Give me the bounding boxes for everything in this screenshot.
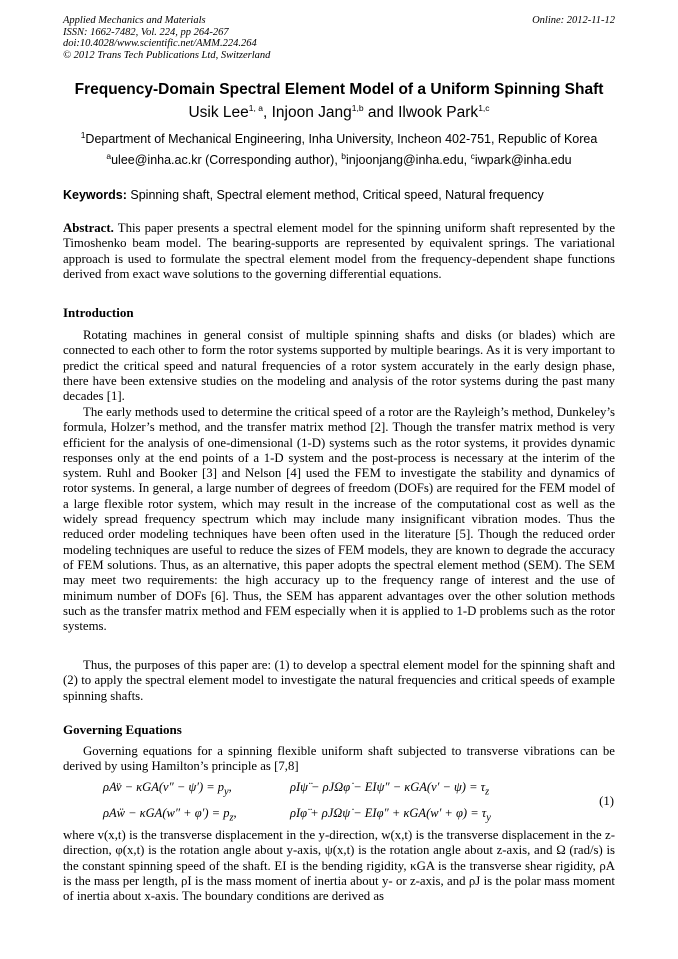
email-mark: b	[341, 150, 346, 161]
author-separator: and	[363, 104, 399, 121]
governing-after-equation: where v(x,t) is the transverse displacement in the y-direction, w(x,t) is the transverse displacement in the z-direction, φ(x,t) is the rotation angle about y-axis, ψ(x,t) is the rotation angle about z-axis, and Ω (rad/s) is the constant spinning speed of the shaft. EI is the bending rigidity, κGA is the transverse shear rigidity, ρA is the mass per length, ρI is the mass moment of inertia about y- or z-axis, and ρJ is the polar mass moment of inertia about x-axis. The boundary conditions are derived as	[63, 828, 615, 904]
equation-term: ρIψ̈ − ρJΩφ̇ − EIψ″ − κGA(v′ − ψ) = τ	[290, 780, 486, 794]
abstract	[63, 221, 615, 282]
governing-intro: Governing equations for a spinning flexible uniform shaft subjected to transverse vibrations can be derived by using Hamilton’s principle as [7,8]	[63, 744, 615, 774]
keywords-label: Keywords:	[63, 188, 127, 202]
keywords-text: Spinning shaft, Spectral element method, Critical speed, Natural frequency	[130, 188, 544, 202]
email-entry: ulee@inha.ac.kr (Corresponding author),	[111, 153, 342, 167]
author-name: Ilwook Park	[398, 104, 479, 121]
email-mark: c	[470, 150, 475, 161]
equation-line-1a: ρAv̈ − $\kappa GA(v'' - \psi') = p_y$,	[103, 780, 232, 798]
equation-number: (1)	[599, 794, 614, 808]
equation-subscript: z	[485, 786, 490, 798]
equation-term: ρIφ̈ + ρJΩψ̇ − EIφ″ + κGA(w′ + φ) = τ	[290, 806, 487, 820]
author-affil-mark: 1,b	[351, 102, 364, 113]
email-entry: iwpark@inha.edu	[474, 153, 572, 167]
paper-title: Frequency-Domain Spectral Element Model of a Uniform Spinning Shaft	[74, 81, 604, 98]
author-name: Usik Lee	[188, 104, 249, 121]
intro-paragraph-2: The early methods used to determine the critical speed of a rotor are the Rayleigh’s method, Dunkeley’s formula, Holzer’s method, and the transfer matrix method [2]. Though the transfer matrix method is very efficient for the analysis of one-dimensional (1-D) systems such as the rotor systems, it provides dynamic responses only at the end points of a 1-D system and the post-process is necessary at the interim of the system. Ruhl and Booker [3] and Nelson [4] used the FEM to investigate the stability and dynamics of rotor systems. In general, a large number of degrees of freedom (DOFs) are required for the FEM model of a large flexible rotor system, which may result in the increase of the computational cost as well as the widely spread frequency spectrum which may include many insignificant vibration modes. Thus the reduced order modeling techniques have been often used in the literature [5]. Though the reduced order modeling techniques are useful to reduce the sizes of FEM models, they are known to degrade the accuracy of FEM solutions. Thus, as an alternative, this paper adopts the spectral element method (SEM). The SEM may meet two requirements: the high accuracy up to the frequency range of interest and the use of minimum number of DOFs [6]. Thus, the SEM has apparent advantages over the other solution methods such as the transfer matrix method and FEM especially when it is applied to 1-D problems such as the rotor systems.	[63, 405, 615, 634]
affiliation-mark: 1	[80, 129, 86, 140]
journal-header	[63, 15, 615, 61]
email-list	[40, 150, 638, 167]
abstract-text: This paper presents a spectral element model for the spinning uniform shaft represented by the Timoshenko beam model. The bearing-supports are represented by equivalent springs. The variational approach is used to formulate the spectral element model from the frequency-dependent shape functions derived from exact wave solutions to the governing differential equations.	[63, 221, 616, 281]
online-date: Online: 2012-11-12	[532, 15, 615, 26]
equation-line-2a: ρAẅ − $\kappa GA(w'' + \varphi') = p_z$,	[103, 806, 237, 824]
equation-subscript: y	[486, 812, 491, 824]
author-separator: ,	[262, 104, 272, 121]
journal-name: Applied Mechanics and Materials	[63, 15, 206, 26]
abstract-label: Abstract.	[63, 221, 114, 235]
affiliation	[40, 129, 638, 146]
intro-paragraph-1: Rotating machines in general consist of multiple spinning shafts and disks (or blades) which are connected to each other to form the rotor systems supported by multiple bearings. As it is very important to predict the critical speed and natural frequencies of a rotor system accurately in the early design phase, there have been extensive studies on the modeling and analysis of the rotor systems during the past many decades [1].	[63, 328, 615, 404]
introduction-heading: Introduction	[63, 305, 134, 320]
author-name: Injoon Jang	[271, 104, 352, 121]
affiliation-text: Department of Mechanical Engineering, Inha University, Incheon 402-751, Republic of Korea	[85, 132, 598, 146]
equation-line-1b	[290, 780, 489, 798]
equation-line-2b	[290, 806, 491, 824]
keywords	[63, 188, 615, 202]
author-list	[40, 104, 638, 122]
issn-line: ISSN: 1662-7482, Vol. 224, pp 264-267	[63, 26, 229, 38]
equation-term: ρAẅ − κGA(w″ + φ′) = p	[103, 806, 230, 820]
author-affil-mark: 1, a	[248, 102, 263, 113]
equation-subscript: y	[224, 786, 229, 798]
email-mark: a	[106, 150, 112, 161]
equation-term: ρAv̈ − κGA(v″ − ψ′) = p	[103, 780, 225, 794]
intro-paragraph-3: Thus, the purposes of this paper are: (1) to develop a spectral element model for the spinning shaft and (2) to apply the spectral element model to investigate the natural frequencies and critical speeds of example spinning shafts.	[63, 658, 615, 703]
equation-subscript: z	[229, 812, 234, 824]
doi-line: doi:10.4028/www.scientific.net/AMM.224.264	[63, 38, 257, 49]
governing-heading: Governing Equations	[63, 722, 182, 737]
email-entry: injoonjang@inha.edu,	[346, 153, 471, 167]
author-affil-mark: 1,c	[478, 102, 490, 113]
copyright-line: © 2012 Trans Tech Publications Ltd, Switzerland	[63, 49, 271, 61]
